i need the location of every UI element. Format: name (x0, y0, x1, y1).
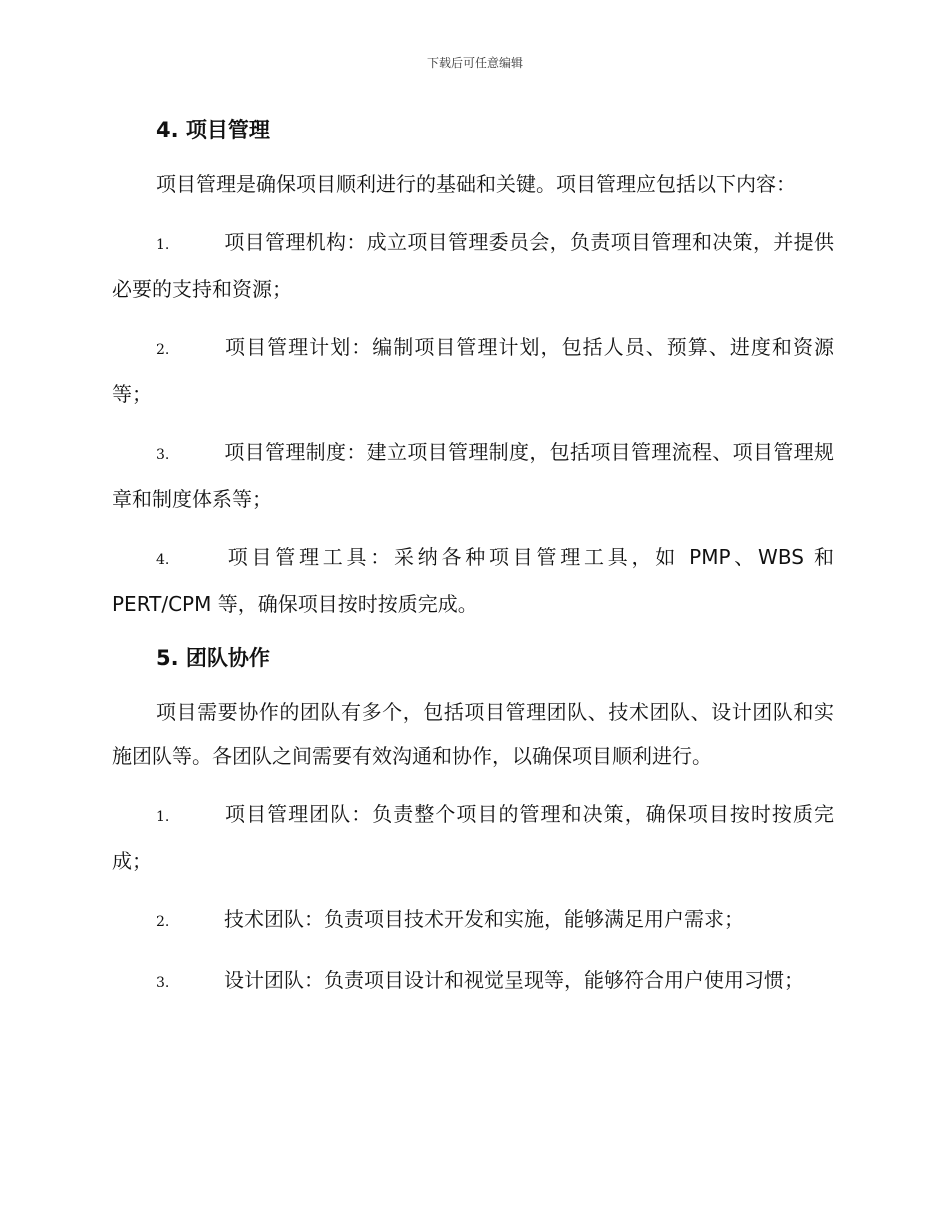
section-intro-paragraph: 项目管理是确保项目顺利进行的基础和关键。项目管理应包括以下内容： (156, 172, 796, 196)
list-item (112, 535, 834, 626)
list-number: 4. (156, 552, 170, 568)
list-number: 2. (156, 342, 170, 358)
list-item-text: 项目管理工具：采纳各种项目管理工具，如 PMP、WBS 和 PERT/CPM 等，确保项目按时按质完成。 (112, 545, 834, 616)
list-item (112, 430, 834, 521)
list-item-text: 技术团队：负责项目技术开发和实施，能够满足用户需求； (224, 907, 744, 931)
list-item (112, 897, 834, 944)
list-number: 2. (156, 914, 170, 930)
section-heading-project-management: 4. 项目管理 (156, 118, 270, 142)
list-item (112, 958, 834, 1005)
list-item-text: 设计团队：负责项目设计和视觉呈现等，能够符合用户使用习惯； (224, 968, 804, 992)
list-number: 3. (156, 447, 170, 463)
list-item-text: 项目管理团队：负责整个项目的管理和决策，确保项目按时按质完成； (112, 802, 834, 873)
list-item (112, 792, 834, 883)
list-number: 1. (156, 809, 170, 825)
list-item (112, 325, 834, 416)
list-number: 3. (156, 975, 170, 991)
page-header: 下载后可任意编辑 (426, 56, 523, 70)
list-item-text: 项目管理制度：建立项目管理制度，包括项目管理流程、项目管理规章和制度体系等； (112, 440, 834, 511)
section-intro-paragraph: 项目需要协作的团队有多个，包括项目管理团队、技术团队、设计团队和实施团队等。各团队之间需要有效沟通和协作，以确保项目顺利进行。 (112, 700, 834, 768)
list-item-text: 项目管理机构：成立项目管理委员会，负责项目管理和决策，并提供必要的支持和资源； (112, 230, 834, 301)
list-number: 1. (156, 237, 170, 253)
list-item-text: 项目管理计划：编制项目管理计划，包括人员、预算、进度和资源等； (112, 335, 834, 406)
list-item (112, 220, 834, 311)
section-heading-team-collaboration: 5. 团队协作 (156, 646, 270, 670)
document-body (112, 112, 834, 1005)
